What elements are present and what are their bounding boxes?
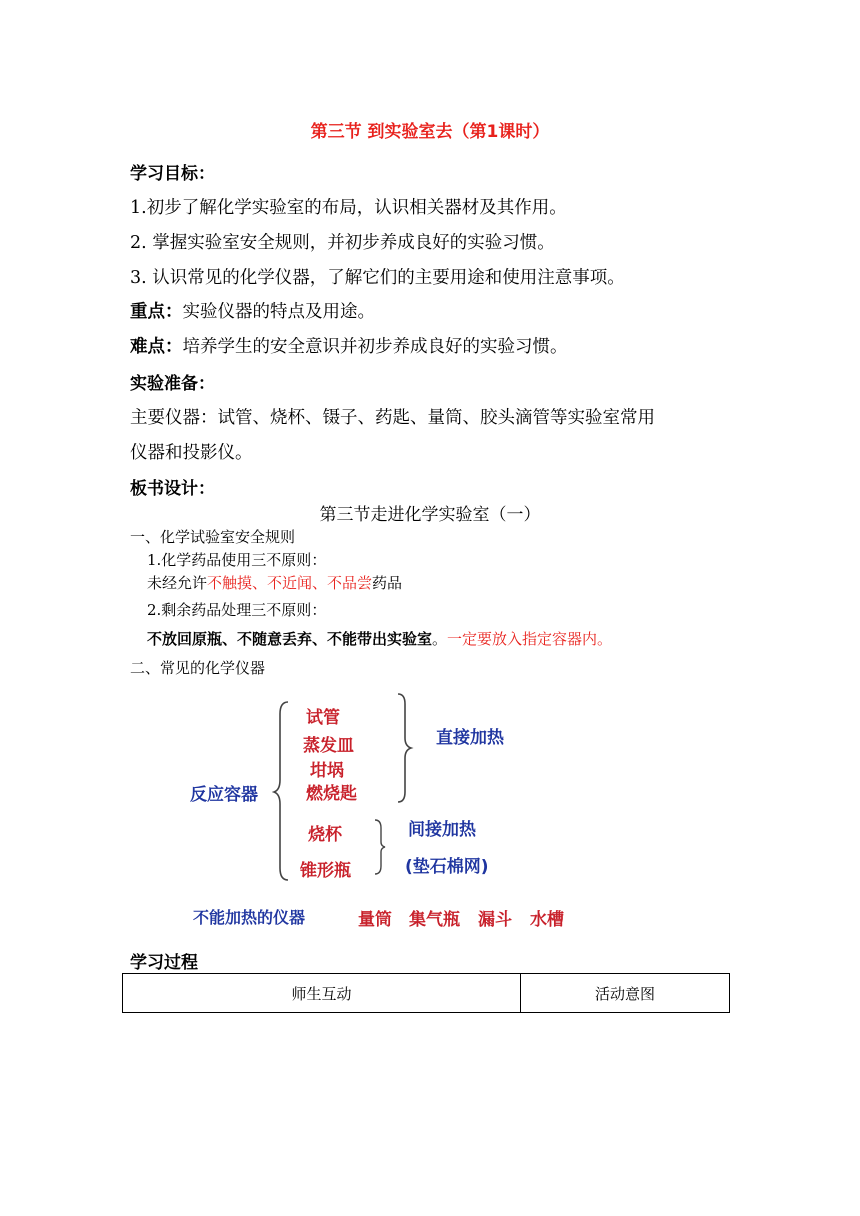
objective-3: 3. 认识常见的化学仪器，了解它们的主要用途和使用注意事项。 — [130, 268, 625, 288]
key-point-text: 实验仪器的特点及用途。 — [182, 302, 375, 322]
rule-1-red: 不触摸、不近闻、不品尝 — [207, 574, 373, 592]
non-heat-item-2: 集气瓶 — [409, 910, 460, 930]
preparation-line-2: 仪器和投影仪。 — [130, 443, 253, 463]
difficulty-text: 培养学生的安全意识并初步养成良好的实验习惯。 — [182, 337, 568, 357]
rule-1-title: 1.化学药品使用三不原则： — [147, 551, 327, 569]
left-brace-icon — [272, 700, 292, 882]
objective-1: 1.初步了解化学实验室的布局，认识相关器材及其作用。 — [130, 198, 567, 218]
rule-2-text — [147, 628, 612, 649]
indirect-item-1: 烧杯 — [308, 825, 342, 845]
non-heat-item-1: 量筒 — [358, 910, 392, 930]
rule-2-red: 一定要放入指定容器内。 — [447, 630, 613, 648]
direct-item-2: 蒸发皿 — [303, 736, 354, 756]
process-table — [122, 973, 730, 1013]
direct-item-1: 试管 — [306, 708, 340, 728]
board-section-1: 一、化学试验室安全规则 — [130, 528, 296, 546]
indirect-heat-note: (垫石棉网) — [405, 857, 489, 877]
rule-2-title: 2.剩余药品处理三不原则： — [147, 601, 327, 619]
board-section-2: 二、常见的化学仪器 — [130, 659, 266, 677]
direct-item-3: 坩埚 — [310, 761, 344, 781]
rule-1-prefix: 未经允许 — [147, 574, 208, 592]
indirect-heat-label: 间接加热 — [408, 820, 476, 840]
rule-2-sep: 。 — [432, 630, 448, 648]
container-label: 反应容器 — [190, 785, 258, 805]
rule-2-bold: 不放回原瓶、不随意丢弃、不能带出实验室 — [147, 630, 433, 648]
column-header-interaction: 师生互动 — [123, 974, 521, 1013]
direct-item-4: 燃烧匙 — [306, 784, 357, 804]
non-heat-item-3: 漏斗 — [478, 910, 512, 930]
key-point-label: 重点： — [130, 302, 183, 322]
table-row — [123, 974, 730, 1013]
small-brace-icon — [372, 818, 388, 876]
preparation-line-1: 主要仪器：试管、烧杯、镊子、药匙、量筒、胶头滴管等实验室常用 — [130, 408, 655, 428]
indirect-item-2: 锥形瓶 — [300, 861, 351, 881]
right-brace-icon — [394, 692, 414, 804]
direct-heat-label: 直接加热 — [436, 728, 504, 748]
difficulty-label: 难点： — [130, 337, 183, 357]
objective-2: 2. 掌握实验室安全规则，并初步养成良好的实验习惯。 — [130, 233, 555, 253]
key-point — [130, 298, 375, 323]
board-heading: 板书设计： — [130, 479, 215, 499]
non-heat-item-4: 水槽 — [530, 910, 564, 930]
board-subtitle: 第三节走进化学实验室（一） — [319, 505, 541, 525]
preparation-heading: 实验准备： — [130, 374, 215, 394]
column-header-intent: 活动意图 — [521, 974, 730, 1013]
objectives-heading: 学习目标： — [130, 164, 215, 184]
rule-1-text — [147, 572, 402, 593]
difficulty — [130, 333, 568, 358]
non-heat-label: 不能加热的仪器 — [193, 908, 306, 927]
rule-1-suffix: 药品 — [372, 574, 403, 592]
page-title: 第三节 到实验室去（第1课时） — [310, 122, 550, 142]
process-heading: 学习过程 — [130, 953, 198, 973]
